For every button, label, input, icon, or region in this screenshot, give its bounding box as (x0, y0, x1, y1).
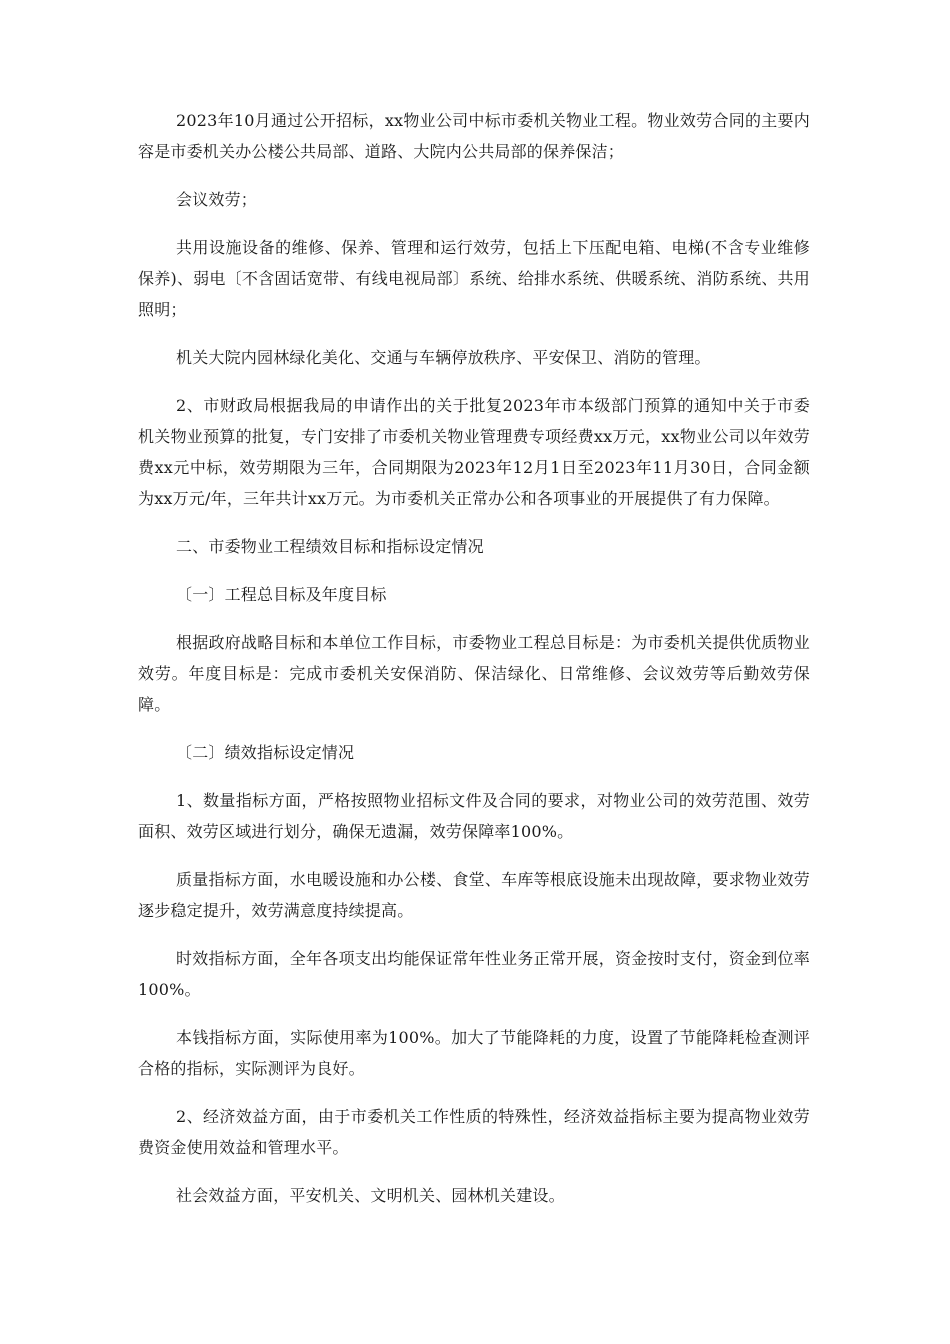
paragraph-overall-goals: 根据政府战略目标和本单位工作目标，市委物业工程总目标是：为市委机关提供优质物业效劳。年度目标是：完成市委机关安保消防、保洁绿化、日常维修、会议效劳等后勤效劳保障。 (138, 633, 810, 714)
paragraph-cost-indicators: 本钱指标方面，实际使用率为100%。加大了节能降耗的力度，设置了节能降耗检查测评合格的指标，实际测评为良好。 (138, 1028, 810, 1078)
paragraph-quality-indicators: 质量指标方面，水电暖设施和办公楼、食堂、车库等根底设施未出现故障，要求物业效劳逐步稳定提升，效劳满意度持续提高。 (138, 870, 810, 920)
section-heading-goals: 二、市委物业工程绩效目标和指标设定情况 (176, 537, 484, 556)
paragraph-economic-benefits: 2、经济效益方面，由于市委机关工作性质的特殊性，经济效益指标主要为提高物业效劳费资金使用效益和管理水平。 (138, 1107, 810, 1157)
subheading-indicators: 〔二〕绩效指标设定情况 (176, 743, 355, 762)
document-body (138, 105, 810, 1228)
paragraph-facility-maintenance: 共用设施设备的维修、保养、管理和运行效劳，包括上下压配电箱、电梯(不含专业维修保养)、弱电〔不含固话宽带、有线电视局部〕系统、给排水系统、供暖系统、消防系统、共用照明； (138, 238, 810, 319)
paragraph-meeting-service: 会议效劳； (176, 190, 258, 209)
paragraph-timeliness-indicators: 时效指标方面，全年各项支出均能保证常年性业务正常开展，资金按时支付，资金到位率100%。 (138, 949, 810, 999)
paragraph-courtyard-management: 机关大院内园林绿化美化、交通与车辆停放秩序、平安保卫、消防的管理。 (176, 348, 711, 367)
paragraph-social-benefits: 社会效益方面，平安机关、文明机关、园林机关建设。 (176, 1186, 565, 1205)
paragraph-contract-award: 2023年10月通过公开招标，xx物业公司中标市委机关物业工程。物业效劳合同的主要内容是市委机关办公楼公共局部、道路、大院内公共局部的保养保洁； (138, 111, 810, 161)
paragraph-budget-approval: 2、市财政局根据我局的申请作出的关于批复2023年市本级部门预算的通知中关于市委机关物业预算的批复，专门安排了市委机关物业管理费专项经费xx万元，xx物业公司以年效劳费xx元中标，效劳期限为三年，合同期限为2023年12月1日至2023年11月30日，合同金额为xx万元/年，三年共计xx万元。为市委机关正常办公和各项事业的开展提供了有力保障。 (138, 396, 810, 508)
paragraph-quantity-indicators: 1、数量指标方面，严格按照物业招标文件及合同的要求，对物业公司的效劳范围、效劳面积、效劳区域进行划分，确保无遗漏，效劳保障率100%。 (138, 791, 810, 841)
subheading-overall-goals: 〔一〕工程总目标及年度目标 (176, 585, 387, 604)
